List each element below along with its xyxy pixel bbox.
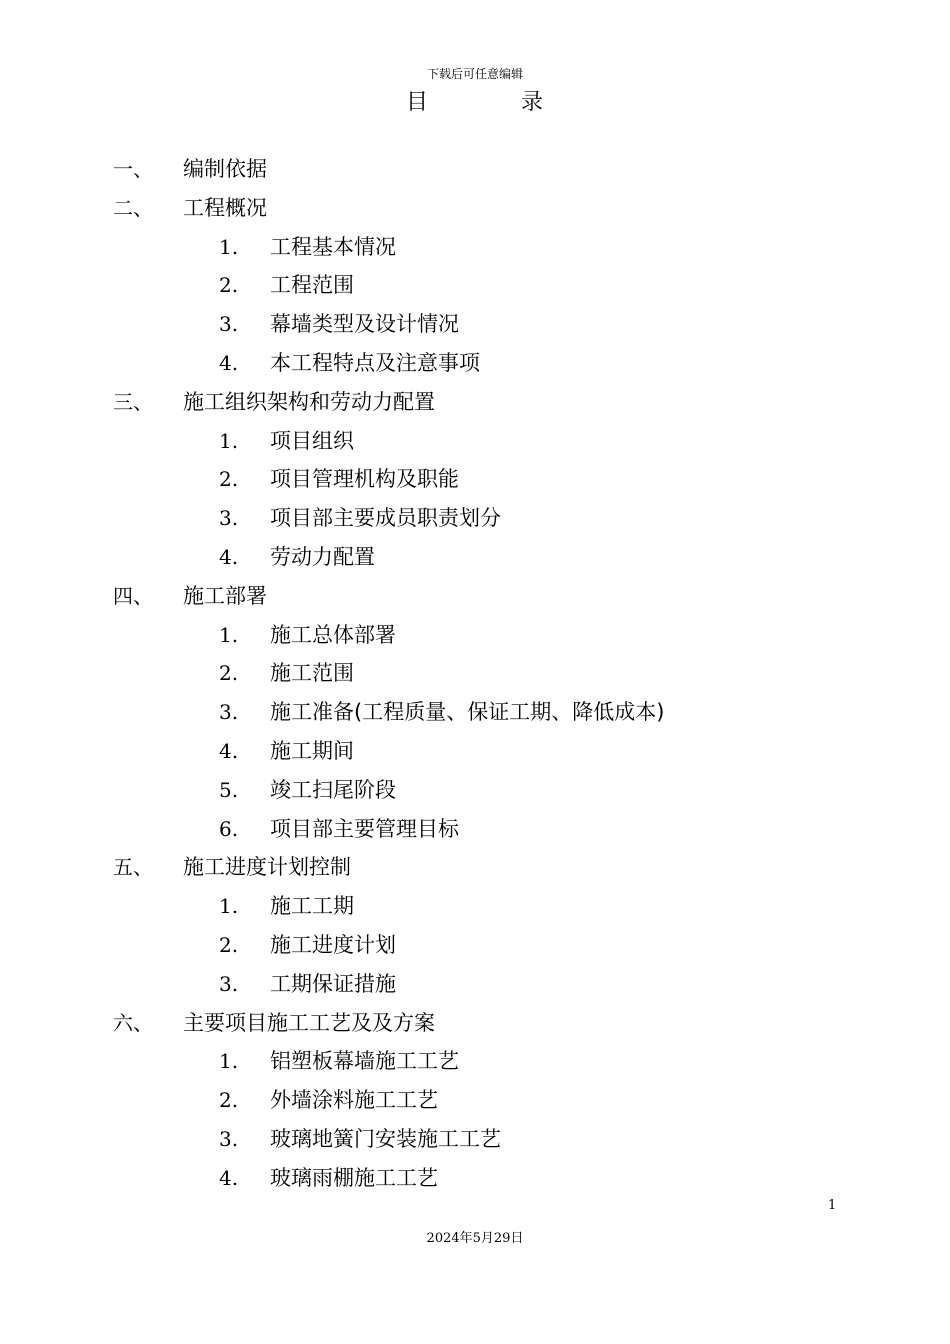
toc-item-title: 施工总体部署 — [270, 622, 396, 647]
toc-subsection — [0, 266, 950, 305]
toc-item-title: 项目组织 — [270, 428, 354, 453]
toc-item-number: 4. — [219, 738, 239, 763]
toc-item-number: 4. — [219, 1165, 239, 1190]
toc-item-number: 二、 — [113, 195, 153, 220]
toc-item-title: 幕墙类型及设计情况 — [270, 312, 459, 337]
toc-item-number: 1. — [219, 1049, 239, 1074]
toc-item-title: 玻璃地簧门安装施工工艺 — [270, 1126, 501, 1151]
toc-item-title: 工期保证措施 — [270, 971, 396, 996]
toc-subsection — [0, 1042, 950, 1081]
toc-item-title: 工程概况 — [183, 195, 267, 220]
toc-subsection — [0, 732, 950, 771]
toc-subsection — [0, 616, 950, 655]
toc-item-title: 施工范围 — [270, 661, 354, 686]
toc-subsection — [0, 1081, 950, 1120]
toc-section — [0, 1004, 950, 1043]
toc-item-number: 3. — [219, 700, 239, 725]
toc-subsection — [0, 499, 950, 538]
toc-item-title: 施工准备(工程质量、保证工期、降低成本) — [270, 700, 665, 725]
toc-item-number: 3. — [219, 971, 239, 996]
toc-subsection — [0, 965, 950, 1004]
header-note: 下载后可任意编辑 — [426, 67, 523, 81]
toc-item-number: 2. — [219, 1088, 239, 1113]
toc-item-title: 竣工扫尾阶段 — [270, 777, 396, 802]
toc-item-title: 施工进度计划 — [270, 932, 396, 957]
toc-subsection — [0, 422, 950, 461]
toc-subsection — [0, 344, 950, 383]
toc-subsection — [0, 228, 950, 267]
toc-subsection — [0, 654, 950, 693]
page-title-right-char: 录 — [521, 90, 544, 115]
toc-subsection — [0, 460, 950, 499]
toc-subsection — [0, 771, 950, 810]
toc-subsection — [0, 1120, 950, 1159]
toc-subsection — [0, 810, 950, 849]
toc-item-title: 主要项目施工工艺及及方案 — [183, 1010, 435, 1035]
toc-item-title: 施工部署 — [183, 583, 267, 608]
toc-item-title: 编制依据 — [183, 157, 267, 181]
toc-item-number: 2. — [219, 661, 239, 686]
table-of-contents — [0, 150, 950, 1198]
toc-item-title: 工程基本情况 — [270, 234, 396, 259]
toc-item-number: 3. — [219, 506, 239, 531]
toc-subsection — [0, 305, 950, 344]
toc-item-title: 项目部主要管理目标 — [270, 816, 459, 841]
toc-section — [0, 848, 950, 887]
toc-item-number: 六、 — [113, 1010, 153, 1035]
toc-item-title: 劳动力配置 — [270, 544, 375, 569]
toc-item-number: 四、 — [113, 583, 153, 608]
toc-item-title: 工程范围 — [270, 273, 354, 298]
toc-item-title: 施工工期 — [270, 894, 354, 919]
toc-item-title: 铝塑板幕墙施工工艺 — [270, 1049, 459, 1074]
toc-item-number: 4. — [219, 350, 239, 375]
toc-item-title: 项目管理机构及职能 — [270, 467, 459, 492]
toc-item-title: 本工程特点及注意事项 — [270, 350, 480, 375]
toc-item-number: 2. — [219, 932, 239, 957]
toc-section — [0, 383, 950, 422]
toc-item-number: 五、 — [113, 855, 153, 880]
toc-item-title: 施工期间 — [270, 738, 354, 763]
toc-item-number: 2. — [219, 467, 239, 492]
toc-item-title: 施工进度计划控制 — [183, 855, 351, 880]
toc-section — [0, 150, 950, 189]
toc-subsection — [0, 926, 950, 965]
toc-item-title: 外墙涂料施工工艺 — [270, 1088, 438, 1113]
toc-item-number: 3. — [219, 312, 239, 337]
toc-item-number: 5. — [219, 777, 239, 802]
footer-date: 2024年5月29日 — [426, 1231, 524, 1246]
toc-item-title: 玻璃雨棚施工工艺 — [270, 1165, 438, 1190]
toc-item-number: 4. — [219, 544, 239, 569]
toc-subsection — [0, 887, 950, 926]
toc-item-number: 3. — [219, 1126, 239, 1151]
toc-item-number: 1. — [219, 894, 239, 919]
toc-subsection — [0, 693, 950, 732]
toc-item-title: 项目部主要成员职责划分 — [270, 506, 501, 531]
toc-item-number: 1. — [219, 622, 239, 647]
toc-item-number: 6. — [219, 816, 239, 841]
toc-subsection — [0, 1159, 950, 1198]
toc-item-number: 一、 — [113, 157, 153, 181]
toc-section — [0, 577, 950, 616]
page-title-left-char: 目 — [406, 90, 429, 115]
toc-item-number: 1. — [219, 428, 239, 453]
toc-item-title: 施工组织架构和劳动力配置 — [183, 389, 435, 414]
toc-section — [0, 189, 950, 228]
toc-item-number: 三、 — [113, 389, 153, 414]
toc-item-number: 1. — [219, 234, 239, 259]
toc-item-number: 2. — [219, 273, 239, 298]
page-number: 1 — [828, 1198, 837, 1213]
toc-subsection — [0, 538, 950, 577]
